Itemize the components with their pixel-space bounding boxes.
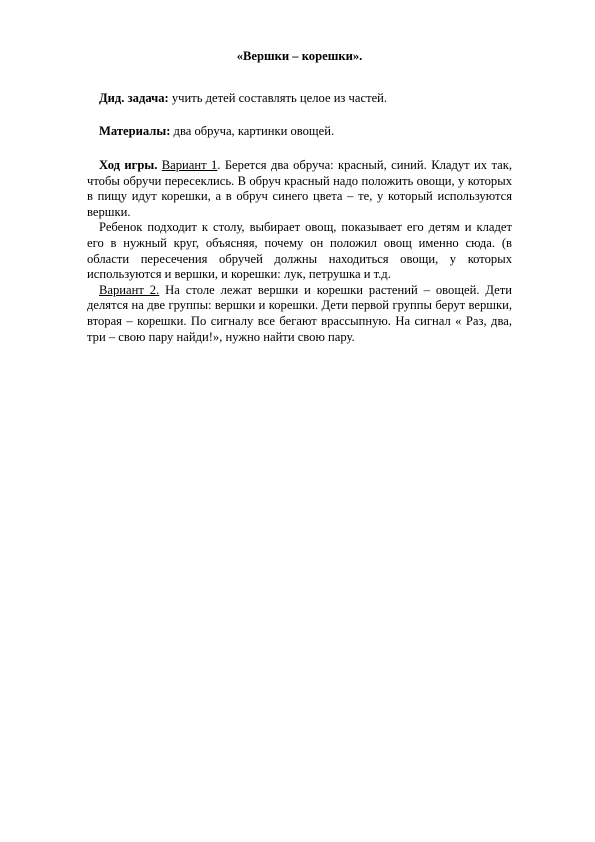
- materials-text: два обруча, картинки овощей.: [170, 124, 335, 138]
- variant2-text: На столе лежат вершки и корешки растений – овощей. Дети делятся на две группы: вершки и корешки. Дети первой группы берут вершки, вторая – корешки. По сигналу все бегают врассыпную. На сигнал « Раз, два, три – свою пару найди!», нужно найти свою пару.: [87, 282, 512, 344]
- variant2-paragraph: [87, 283, 512, 345]
- materials-paragraph: [87, 124, 512, 140]
- game-label: Ход игры.: [99, 158, 158, 172]
- child-action-text: Ребенок подходит к столу, выбирает овощ, показывает его детям и кладет его в нужный круг, объясняя, почему он положил овощ именно сюда. (в области пересечения обручей должны находиться овощи, у которых используются и вершки, и корешки: лук, петрушка и т.д.: [87, 220, 512, 282]
- variant1-text: . Берется два обруча: красный, синий. Кладут их так, чтобы обручи пересеклись. В обруч красный надо положить овощи, у которых в пищу идут корешки, а в обруч синего цвета – те, у который используются вершки.: [87, 158, 512, 219]
- materials-label: Материалы:: [99, 124, 171, 138]
- child-action-paragraph: [87, 220, 512, 282]
- game-description: [87, 158, 512, 345]
- variant1-paragraph: [87, 158, 512, 220]
- task-label: Дид. задача:: [99, 91, 169, 105]
- task-paragraph: [87, 91, 512, 107]
- task-text: учить детей составлять целое из частей.: [168, 91, 388, 105]
- variant1-label: Вариант 1: [161, 158, 218, 172]
- document-title: «Вершки – корешки».: [236, 49, 363, 63]
- variant2-label: Вариант 2.: [99, 282, 160, 297]
